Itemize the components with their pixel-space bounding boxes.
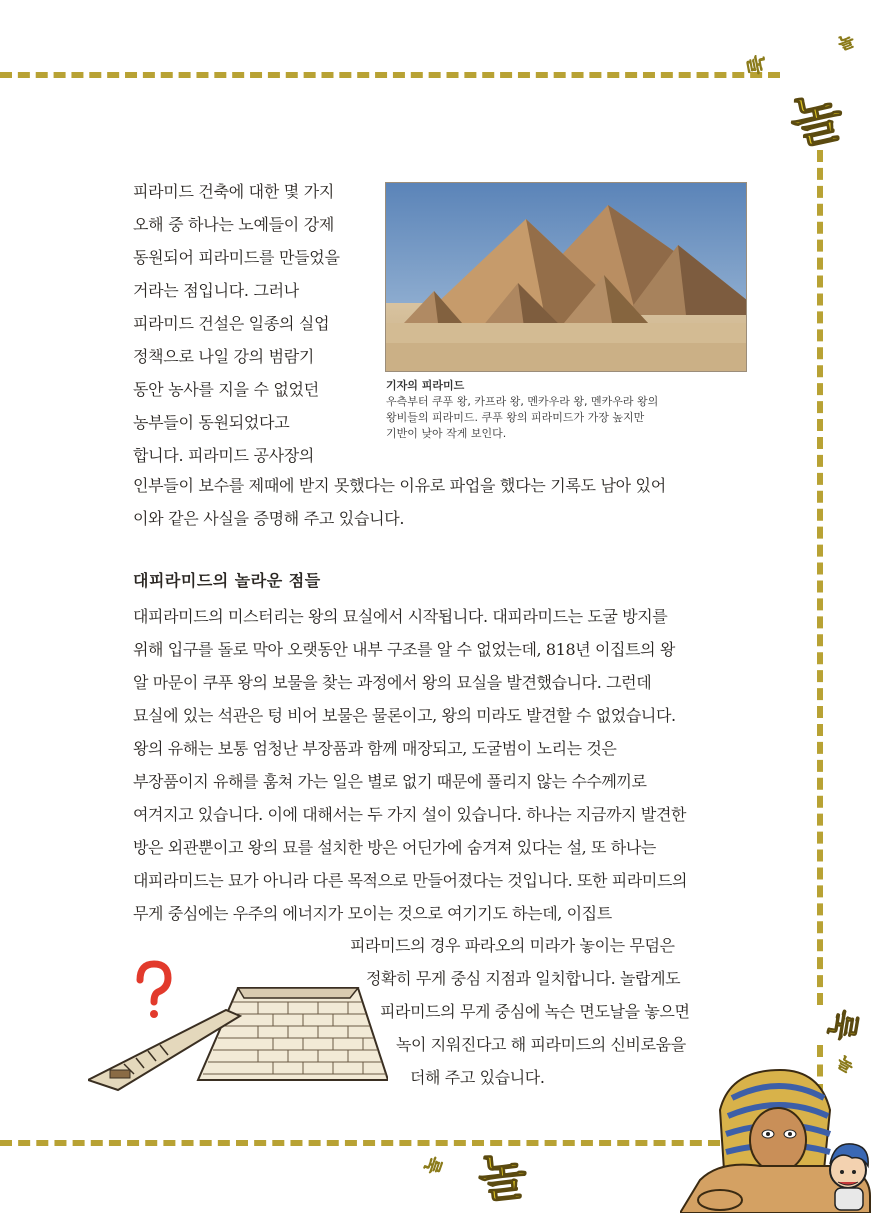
- text-line: 녹이 지워진다고 해 피라미드의 신비로움을: [396, 1035, 686, 1054]
- decor-letter-top-small-2: 놀: [835, 30, 857, 55]
- decor-letter-right: 놀: [822, 1006, 865, 1044]
- right-dashed-border: [817, 150, 823, 1005]
- text-line: 동원되어 피라미드를 만들었을: [133, 248, 340, 267]
- text-line: 무게 중심에는 우주의 에너지가 모이는 것으로 여기기도 하는데, 이집트: [133, 904, 612, 923]
- photo-caption-title: 기자의 피라미드: [386, 379, 465, 392]
- text-line: 위해 입구를 돌로 막아 오랫동안 내부 구조를 알 수 없었는데, 818년 이집트의 왕: [133, 640, 675, 659]
- bottom-dashed-border: [0, 1140, 720, 1146]
- text-line: 정책으로 나일 강의 범람기: [133, 347, 315, 366]
- text-line: 피라미드의 경우 파라오의 미라가 놓이는 무덤은: [350, 936, 675, 955]
- text-line: 피라미드의 무게 중심에 녹슨 면도날을 놓으면: [380, 1002, 690, 1021]
- text-line: 묘실에 있는 석관은 텅 비어 보물은 물론이고, 왕의 미라도 발견할 수 없었습니다.: [133, 706, 676, 725]
- body-paragraph: [133, 600, 753, 930]
- decor-letter-bottom: 놀: [475, 1146, 530, 1210]
- text-line: 방은 외관뿐이고 왕의 묘를 설치한 방은 어딘가에 숨겨져 있다는 설, 또 하나는: [133, 838, 656, 857]
- intro-paragraph: [133, 175, 373, 472]
- photo-caption: [386, 378, 756, 442]
- sphinx-cartoon-illustration: [680, 1060, 887, 1213]
- decor-letter-bottom-small: 놀: [421, 1153, 447, 1178]
- decor-letter-right-small: 놀: [833, 1052, 857, 1077]
- photo-caption-line: 우측부터 쿠푸 왕, 카프라 왕, 멘카우라 왕, 멘카우라 왕의: [386, 395, 659, 408]
- top-dashed-border: [0, 72, 780, 78]
- text-line: 왕의 유해는 보통 엄청난 부장품과 함께 매장되고, 도굴범이 노리는 것은: [133, 739, 617, 758]
- text-line: 피라미드 건설은 일종의 실업: [133, 314, 330, 333]
- text-line: 거라는 점입니다. 그러나: [133, 281, 299, 300]
- pyramid-construction-illustration: [88, 930, 388, 1100]
- text-line: 대피라미드는 묘가 아니라 다른 목적으로 만들어졌다는 것입니다. 또한 피라미드의: [133, 871, 688, 890]
- section-heading: 대피라미드의 놀라운 점들: [133, 571, 321, 590]
- text-line: 정확히 무게 중심 지점과 일치합니다. 놀랍게도: [366, 969, 681, 988]
- text-line: 동안 농사를 지을 수 없었던: [133, 380, 319, 399]
- text-line: 부장품이지 유해를 훔쳐 가는 일은 별로 없기 때문에 풀리지 않는 수수께끼로: [133, 772, 647, 791]
- text-line: 인부들이 보수를 제때에 받지 못했다는 이유로 파업을 했다는 기록도 남아 있어: [133, 476, 666, 495]
- text-line: 피라미드 건축에 대한 몇 가지: [133, 182, 335, 201]
- text-line: 오해 중 하나는 노예들이 강제: [133, 215, 335, 234]
- decor-letter-top-right: 놀: [784, 84, 849, 157]
- photo-caption-line: 왕비들의 피라미드. 쿠푸 왕의 피라미드가 가장 높지만: [386, 411, 645, 424]
- text-line: 대피라미드의 미스터리는 왕의 묘실에서 시작됩니다. 대피라미드는 도굴 방지를: [133, 607, 668, 626]
- text-line: 합니다. 피라미드 공사장의: [133, 446, 315, 465]
- text-line: 농부들이 동원되었다고: [133, 413, 290, 432]
- intro-paragraph-continued: [133, 469, 773, 535]
- photo-caption-line: 기반이 낮아 작게 보인다.: [386, 427, 507, 440]
- text-line: 여겨지고 있습니다. 이에 대해서는 두 가지 설이 있습니다. 하나는 지금까지 발견한: [133, 805, 687, 824]
- giza-pyramids-photo: [385, 182, 747, 372]
- text-line: 알 마문이 쿠푸 왕의 보물을 찾는 과정에서 왕의 묘실을 발견했습니다. 그런데: [133, 673, 652, 692]
- text-line: 이와 같은 사실을 증명해 주고 있습니다.: [133, 509, 405, 528]
- decor-letter-top-small-1: 놀: [742, 53, 770, 77]
- text-line: 더해 주고 있습니다.: [410, 1068, 545, 1087]
